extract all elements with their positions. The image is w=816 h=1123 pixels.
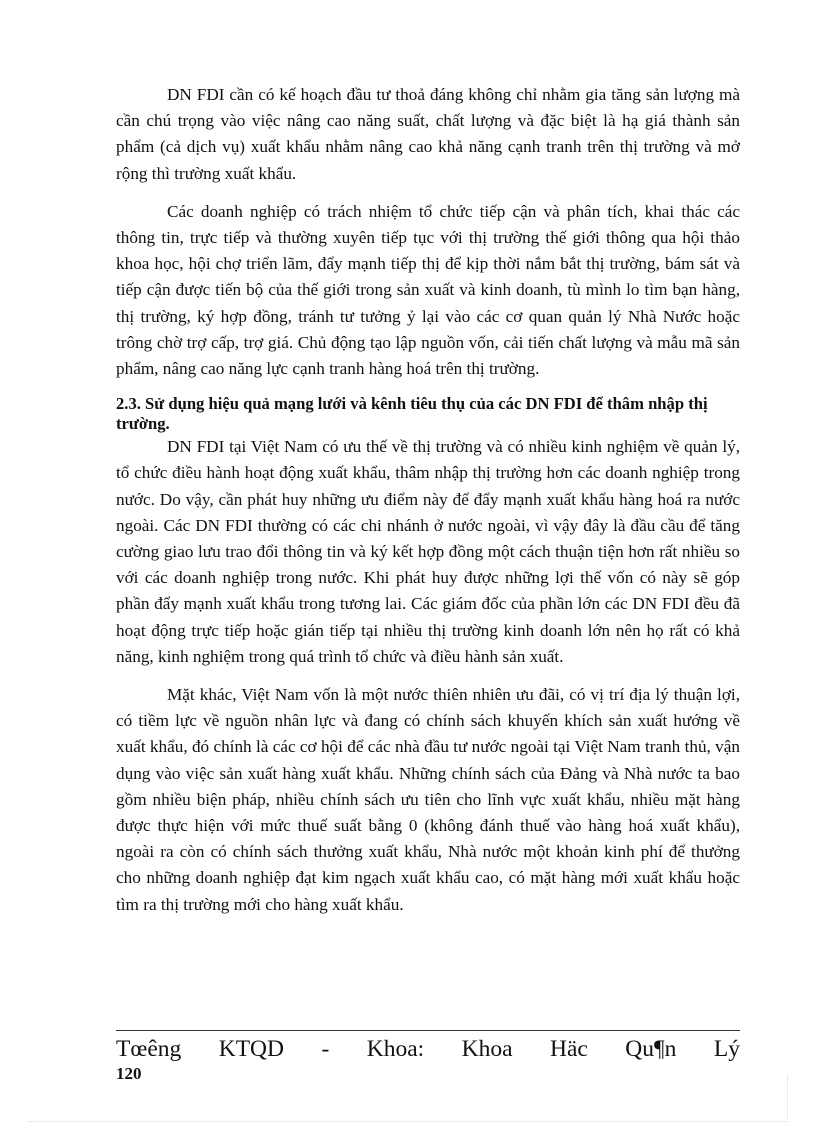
paragraph: DN FDI cần có kế hoạch đầu tư thoả đáng không chỉ nhằm gia tăng sản lượng mà cần chú trọng vào việc nâng cao năng suất, chất lượng và đặc biệt là hạ giá thành sản phẩm (cả dịch vụ) xuất khẩu nhằm nâng cao khả năng cạnh tranh trên thị trường và mở rộng thì trường xuất khẩu.: [116, 85, 740, 183]
footer-text: Tœêng KTQD - Khoa: Khoa Häc Qu¶n Lý: [116, 1036, 740, 1062]
page-number: 120: [116, 1064, 142, 1083]
section-heading: 2.3. Sử dụng hiệu quả mạng lưới và kênh tiêu thụ của các DN FDI để thâm nhập thị trường.: [116, 394, 708, 434]
footer-divider: [116, 1030, 740, 1031]
paragraph: DN FDI tại Việt Nam có ưu thế về thị trường và có nhiều kinh nghiệm về quản lý, tổ chức điều hành hoạt động xuất khẩu, thâm nhập thị trường hơn các doanh nghiệp trong nước. Do vậy, cần phát huy những ưu điểm này để đẩy mạnh xuất khẩu hàng hoá ra nước ngoài. Các DN FDI thường có các chi nhánh ở nước ngoài, vì vậy đây là đầu cầu để tăng cường giao lưu trao đổi thông tin và ký kết hợp đồng một cách thuận tiện hơn rất nhiều so với các doanh nghiệp trong nước. Khi phát huy được những lợi thế vốn có này sẽ góp phần đẩy mạnh xuất khẩu trong tương lai. Các giám đốc của phần lớn các DN FDI đều đã hoạt động trực tiếp hoặc gián tiếp tại nhiều thị trường kinh doanh lớn nên họ rất có khả năng, kinh nghiệm trong quá trình tổ chức và điều hành sản xuất.: [116, 437, 740, 666]
paragraph: Các doanh nghiệp có trách nhiệm tổ chức tiếp cận và phân tích, khai thác các thông tin, trực tiếp và thường xuyên tiếp tục với thị trường thế giới thông qua hội thảo khoa học, hội chợ triển lãm, đẩy mạnh tiếp thị để kịp thời nắm bắt thị trường, bám sát và tiếp cận được tiến bộ của thế giới trong sản xuất và kinh doanh, tù mình lo tìm bạn hàng, thị trường, ký hợp đồng, tránh tư tưởng ỷ lại vào các cơ quan quản lý Nhà Nước hoặc trông chờ trợ cấp, trợ giá. Chủ động tạo lập nguồn vốn, cải tiến chất lượng và mẫu mã sản phẩm, nâng cao năng lực cạnh tranh hàng hoá trên thị trường.: [116, 201, 740, 379]
page-edge-divider: [28, 1121, 788, 1122]
page-corner-mark: [787, 1076, 788, 1122]
document-body: [116, 82, 740, 930]
paragraph: Mặt khác, Việt Nam vốn là một nước thiên nhiên ưu đãi, có vị trí địa lý thuận lợi, có tiềm lực về nguồn nhân lực và đang có chính sách khuyến khích sản xuất hướng về xuất khẩu, đó chính là các cơ hội để các nhà đầu tư nước ngoài tại Việt Nam tranh thủ, vận dụng vào việc sản xuất hàng xuất khẩu. Những chính sách của Đảng và Nhà nước ta bao gồm nhiều biện pháp, nhiều chính sách ưu tiên cho lĩnh vực xuất khẩu, nhiều mặt hàng được thực hiện với mức thuế suất bằng 0 (không đánh thuế vào hàng hoá xuất khẩu), ngoài ra còn có chính sách thưởng xuất khẩu, Nhà nước một khoản kinh phí để thưởng cho những doanh nghiệp đạt kim ngạch xuất khẩu cao, có mặt hàng mới xuất khẩu hoặc tìm ra thị trường mới cho hàng xuất khẩu.: [116, 685, 740, 914]
